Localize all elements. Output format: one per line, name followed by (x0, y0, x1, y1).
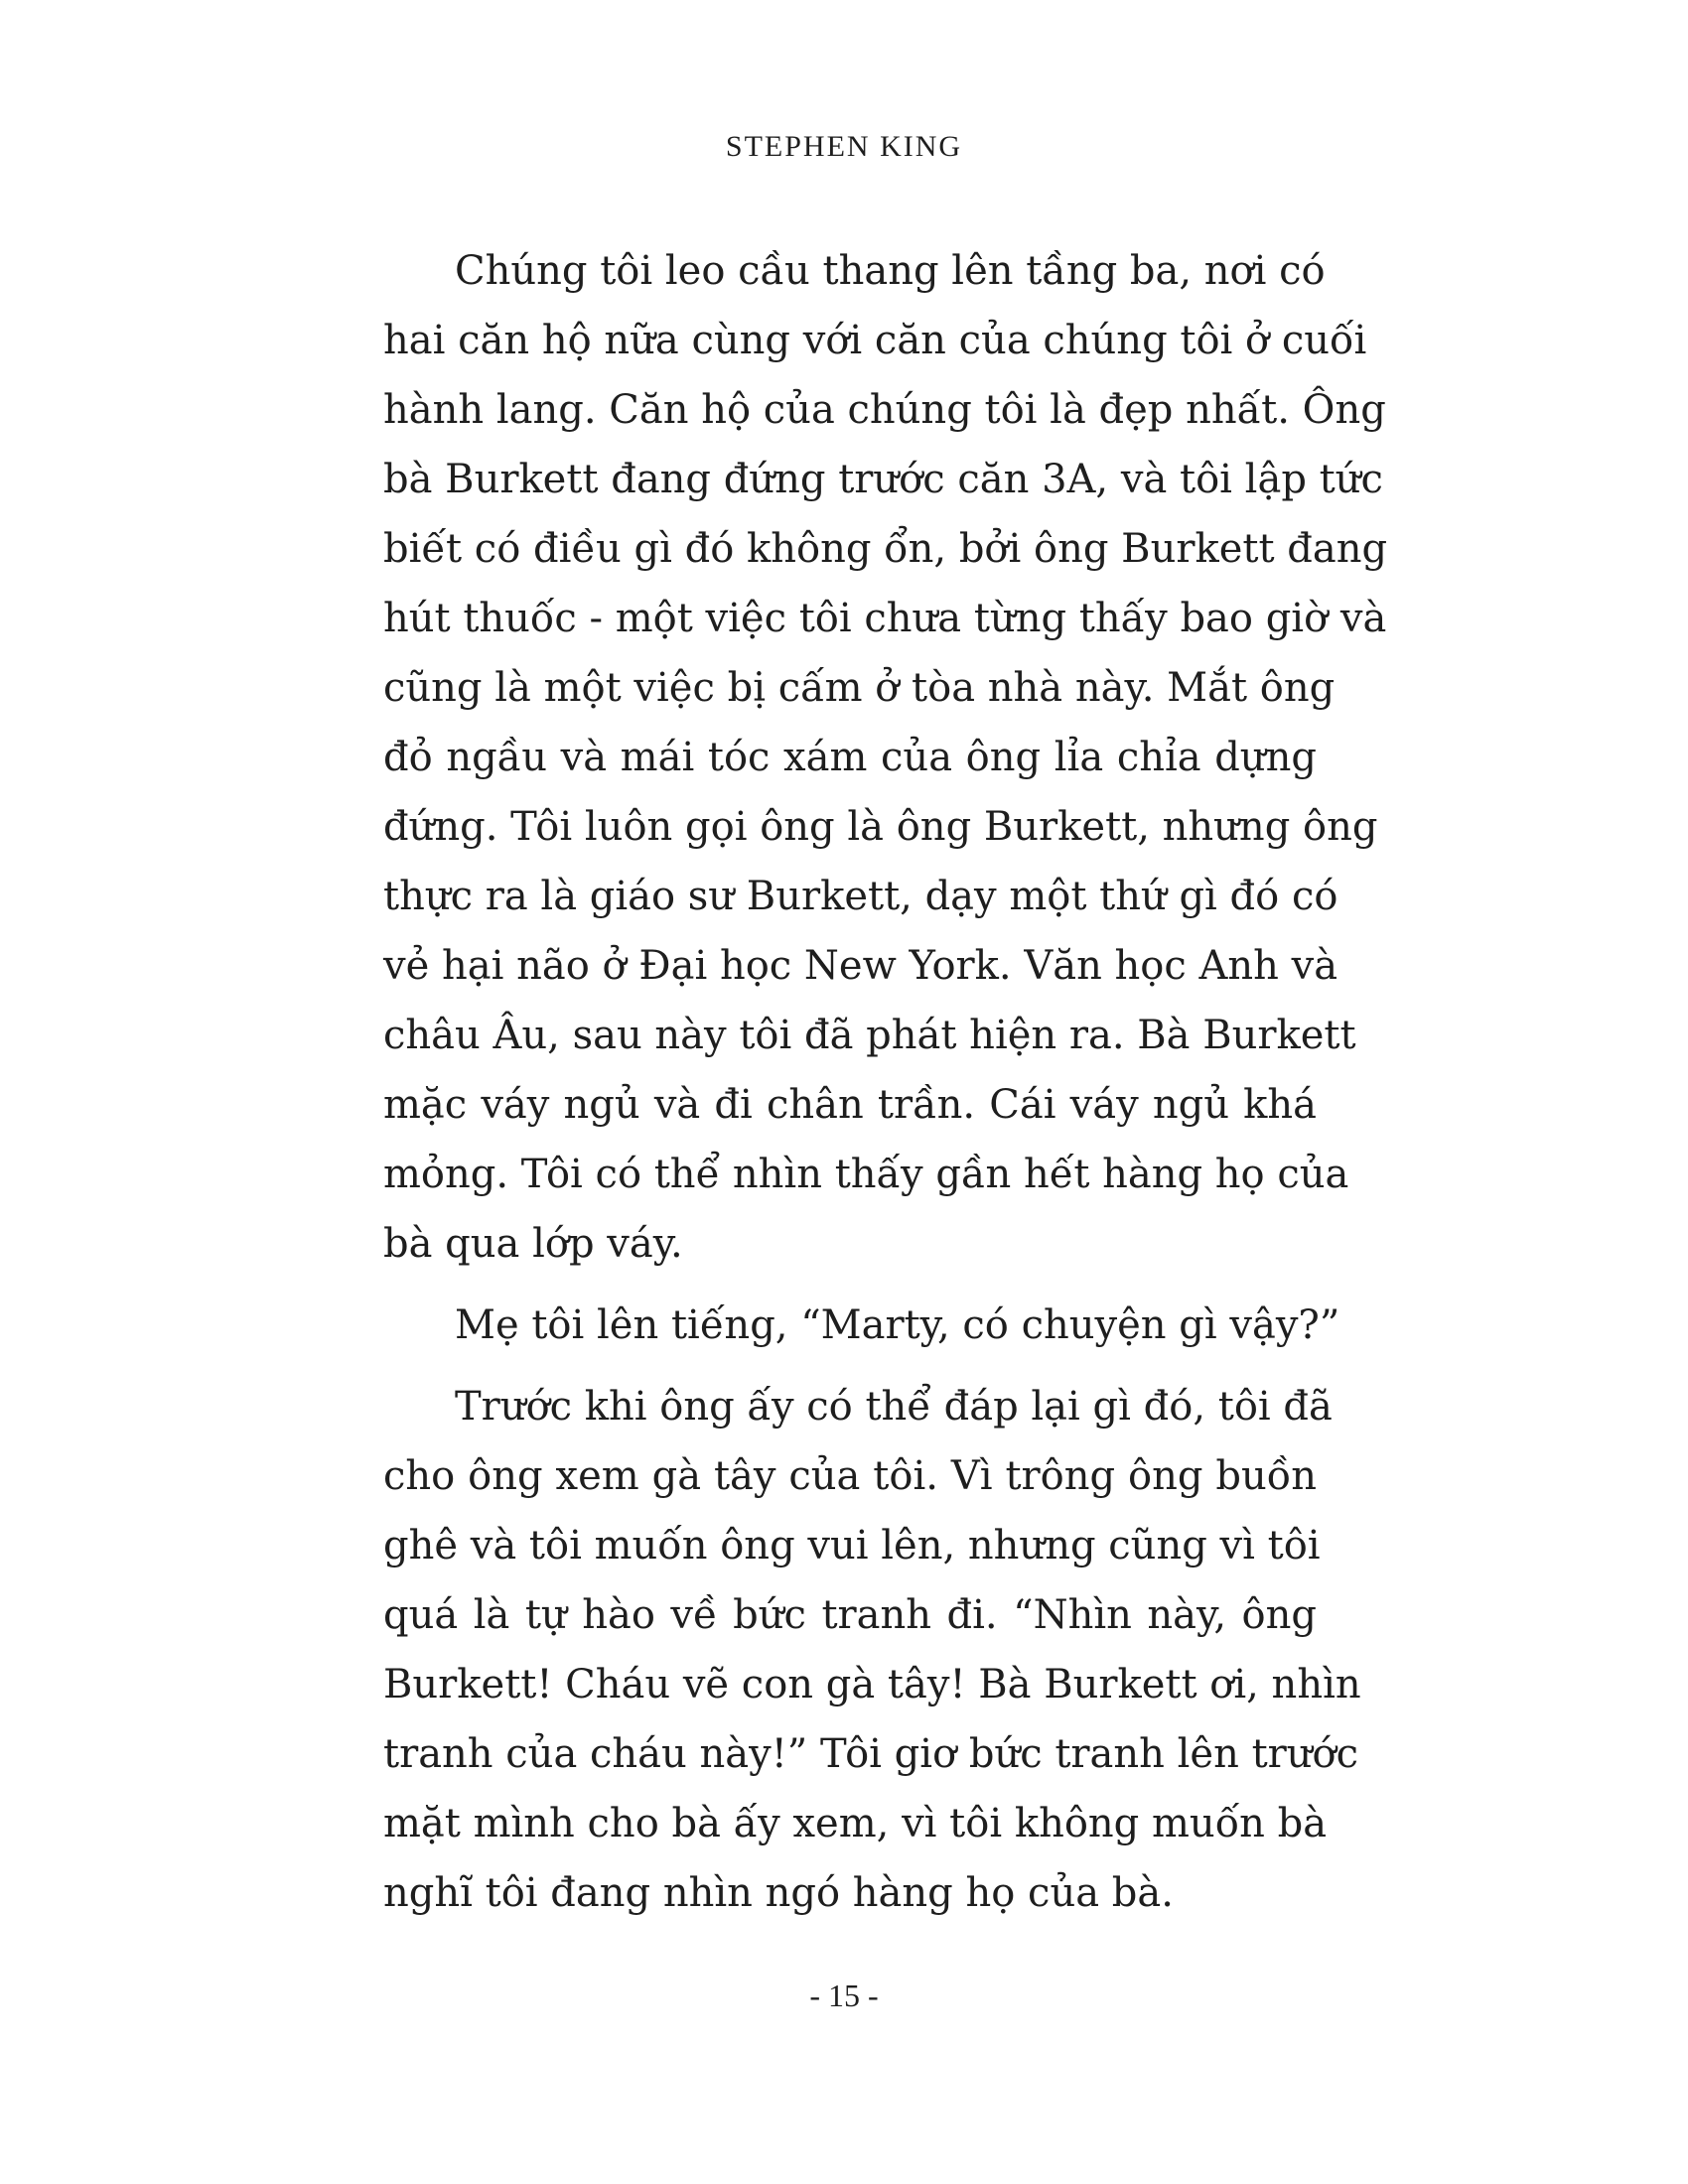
text-line: hai căn hộ nữa cùng với căn của chúng tôi ở cuối (383, 318, 1367, 363)
text-line: châu Âu, sau này tôi đã phát hiện ra. Bà Burkett (383, 1013, 1356, 1058)
text-line: tranh của cháu này!” Tôi giơ bức tranh lên trước (383, 1731, 1359, 1777)
text-line: Chúng tôi leo cầu thang lên tầng ba, nơi có (455, 248, 1326, 294)
text-line: vẻ hại não ở Đại học New York. Văn học Anh và (383, 943, 1338, 989)
text-line: Mẹ tôi lên tiếng, “Marty, có chuyện gì vậy?” (455, 1302, 1340, 1348)
text-line: nghĩ tôi đang nhìn ngó hàng họ của bà. (383, 1870, 1174, 1916)
paragraph-1 (383, 236, 1388, 1279)
paragraph-2 (383, 1291, 1340, 1360)
text-line: mặc váy ngủ và đi chân trần. Cái váy ngủ khá (383, 1082, 1317, 1128)
text-line: biết có điều gì đó không ổn, bởi ông Burkett đang (383, 526, 1388, 572)
paragraph-spacer (383, 1360, 1317, 1372)
text-line: cho ông xem gà tây của tôi. Vì trông ông buồn (383, 1453, 1317, 1499)
text-line: Burkett! Cháu vẽ con gà tây! Bà Burkett ơi, nhìn (383, 1662, 1361, 1707)
paragraph-spacer (383, 1279, 1317, 1291)
text-line: quá là tự hào về bức tranh đi. “Nhìn này, ông (383, 1592, 1317, 1638)
text-line: hành lang. Căn hộ của chúng tôi là đẹp nhất. Ông (383, 387, 1386, 433)
text-line: đỏ ngầu và mái tóc xám của ông lỉa chỉa dựng (383, 735, 1317, 780)
text-line: mặt mình cho bà ấy xem, vì tôi không muốn bà (383, 1801, 1328, 1846)
text-line: đứng. Tôi luôn gọi ông là ông Burkett, nhưng ông (383, 804, 1378, 850)
text-line: Trước khi ông ấy có thể đáp lại gì đó, tôi đã (455, 1384, 1333, 1430)
page-number: - 15 - (809, 1978, 879, 2013)
text-line: bà qua lớp váy. (383, 1221, 683, 1267)
text-line: thực ra là giáo sư Burkett, dạy một thứ gì đó có (383, 874, 1338, 919)
text-line: hút thuốc - một việc tôi chưa từng thấy bao giờ và (383, 596, 1387, 641)
text-line: bà Burkett đang đứng trước căn 3A, và tôi lập tức (383, 457, 1383, 502)
text-line: mỏng. Tôi có thể nhìn thấy gần hết hàng họ của (383, 1152, 1349, 1197)
text-line: ghê và tôi muốn ông vui lên, nhưng cũng vì tôi (383, 1523, 1321, 1569)
text-line: cũng là một việc bị cấm ở tòa nhà này. Mắt ông (383, 665, 1336, 711)
body-text (383, 236, 1388, 1928)
paragraph-3 (383, 1372, 1361, 1928)
running-header: STEPHEN KING (725, 130, 963, 163)
